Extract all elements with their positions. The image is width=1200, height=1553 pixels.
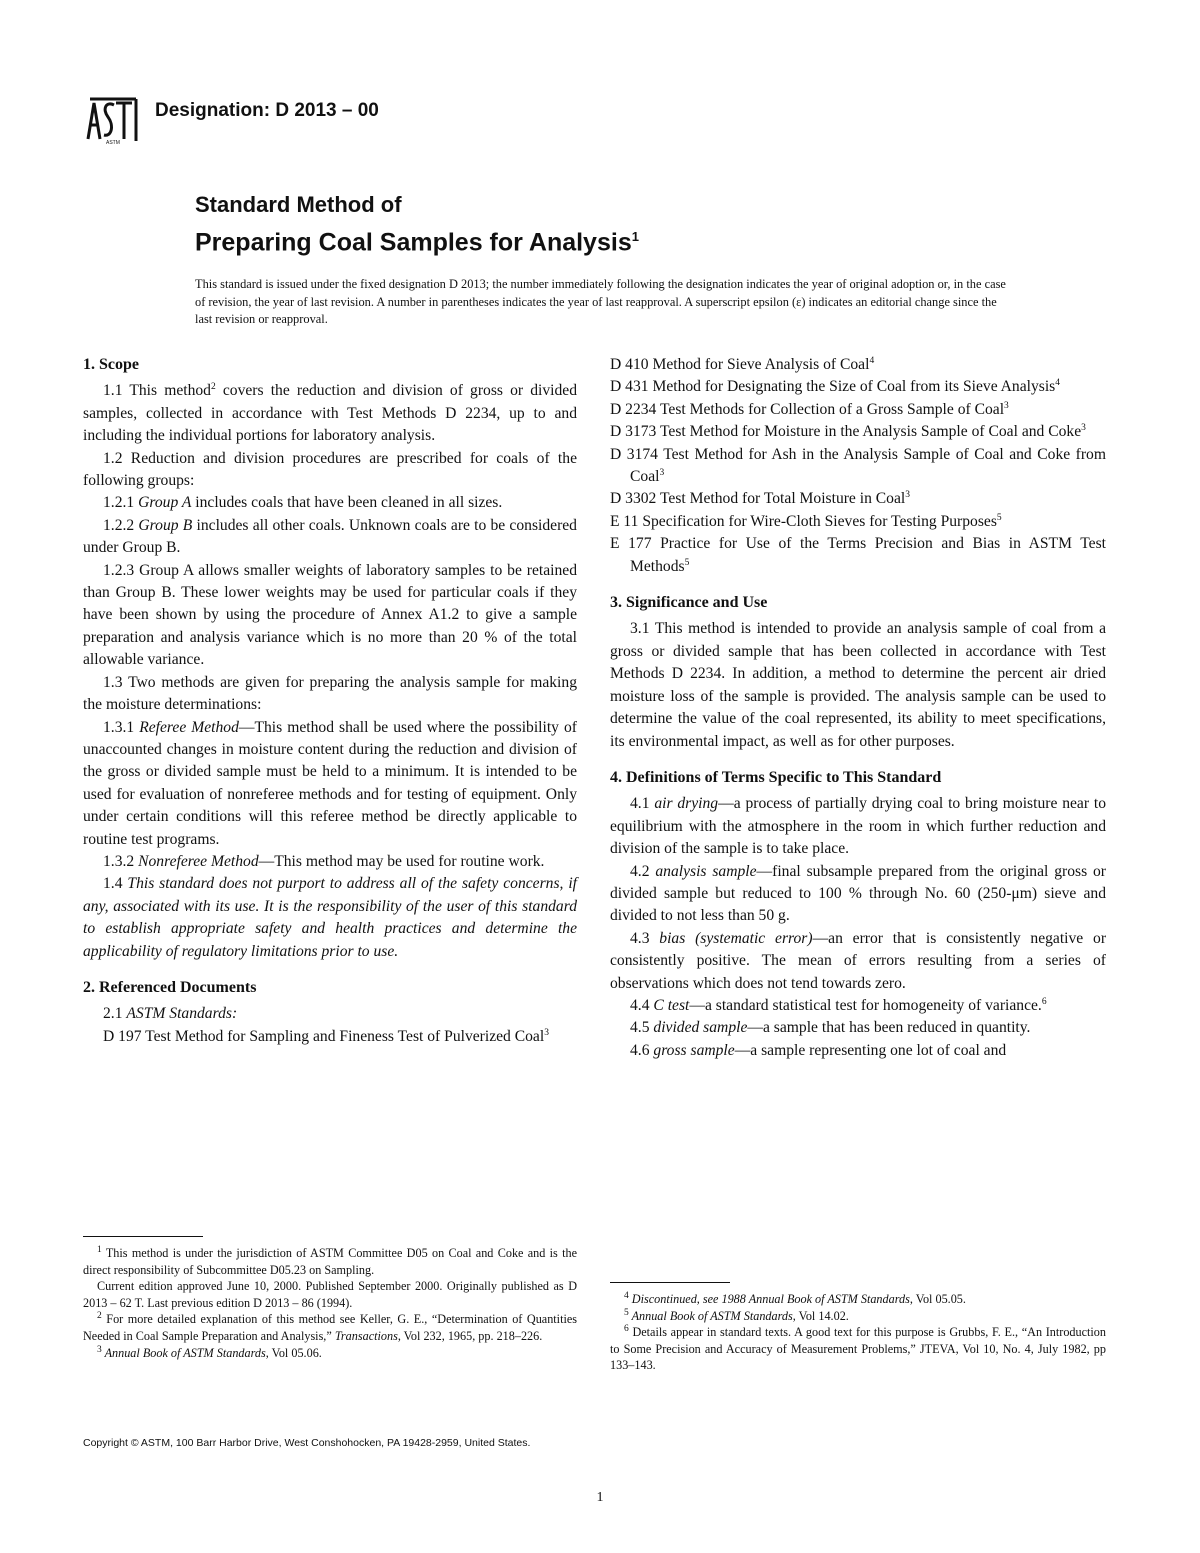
title-line-1: Standard Method of	[195, 192, 402, 217]
paragraph-4-3: 4.3 bias (systematic error)—an error that is consistently negative or consistently positive. The mean of errors resulting from a series of observations which does not tend towards zero.	[610, 929, 1107, 992]
designation: Designation: D 2013 – 00	[155, 100, 379, 121]
logo-text: ASTM	[106, 140, 120, 145]
copyright-notice: Copyright © ASTM, 100 Barr Harbor Drive, West Conshohocken, PA 19428-2959, United States.	[83, 1437, 531, 1449]
paragraph-1-4: 1.4 This standard does not purport to address all of the safety concerns, if any, associated with its use. It is the responsibility of the user of this standard to establish appropriate safety and health practices and determine the applicability of regulatory limitations prior to use.	[83, 875, 577, 960]
reference-item: D 3302 Test Method for Total Moisture in Coal$^3$	[610, 490, 910, 508]
footnote-separator	[610, 1282, 730, 1283]
paragraph-1-3: 1.3 Two methods are given for preparing the analysis sample for making the moisture determinations:	[83, 673, 577, 714]
reference-item: E 11 Specification for Wire-Cloth Sieves for Testing Purposes$^5$	[610, 512, 1002, 530]
reference-item: D 3174 Test Method for Ash in the Analysis Sample of Coal and Coke from Coal$^3$	[610, 445, 1106, 486]
footnote-6: $^6$ Details appear in standard texts. A good text for this purpose is Grubbs, F. E., “An Introduction to Some Precision and Accuracy of Measurement Problems,” JTEVA, Vol 10, No. 4, July 1982, pp 133–143.	[610, 1324, 1106, 1373]
paragraph-3-1: 3.1 This method is intended to provide an analysis sample of coal from a gross or divided sample that has been collected in accordance with Test Methods D 2234. In addition, a method to determine the percent air dried moisture loss of the sample is provided. The analysis sample can be used to determine the value of the coal represented, its ability to meet specifications, its environmental impact, as well as for other purposes.	[610, 620, 1106, 750]
reference-item: D 2234 Test Methods for Collection of a Gross Sample of Coal$^3$	[610, 400, 1009, 418]
reference-item: D 197 Test Method for Sampling and Fineness Test of Pulverized Coal$^3$	[103, 1027, 549, 1045]
document-title	[195, 190, 639, 259]
footnote-2: $^2$ For more detailed explanation of this method see Keller, G. E., “Determination of Quantities Needed in Coal Sample Preparation and Analysis,” Transactions, Vol 232, 1965, pp. 218–226.	[83, 1311, 577, 1343]
paragraph-1-3-2: 1.3.2 Nonreferee Method—This method may be used for routine work.	[103, 852, 545, 870]
paragraph-1-2-2: 1.2.2 Group B includes all other coals. Unknown coals are to be considered under Group B.	[83, 516, 577, 557]
footnotes-left	[83, 1236, 577, 1361]
left-column	[83, 354, 577, 1048]
paragraph-1-1: 1.1 This method$^2$ covers the reduction and division of gross or divided samples, collected in accordance with Test Methods D 2234, up to and including the individual portions for laboratory analysis.	[83, 382, 577, 445]
page-number: 1	[596, 1490, 604, 1505]
title-line-2-text: Preparing Coal Samples for Analysis	[195, 228, 632, 257]
footnote-4: $^4$ Discontinued, see 1988 Annual Book of ASTM Standards, Vol 05.05.	[624, 1290, 966, 1306]
right-column	[610, 354, 1106, 1062]
paragraph-1-3-1: 1.3.1 Referee Method—This method shall be used where the possibility of unaccounted changes in moisture content during the reduction and division of the gross or divided sample must be held to a minimum. It is intended to be used for evaluation of nonreferee methods and for testing of equipment. Only under certain conditions will this referee method be directly applicable to routine test programs.	[83, 718, 577, 848]
paragraph-4-2: 4.2 analysis sample—final subsample prepared from the original gross or divided sample but reduced to 100 % through No. 60 (250-μm) sieve and divided to not less than 50 g.	[610, 862, 1106, 925]
issuance-notice: This standard is issued under the fixed designation D 2013; the number immediately following the designation indicates the year of original adoption or, in the case of revision, the year of last revision. A number in parentheses indicates the year of last reapproval. A superscript epsilon (ε) indicates an editorial change since the last revision or reapproval.	[195, 277, 1006, 326]
section-heading: 1. Scope	[83, 356, 139, 373]
paragraph-4-1: 4.1 air drying—a process of partially drying coal to bring moisture near to equilibrium with the atmosphere in the room in which further reduction and division of the sample is to take place.	[610, 795, 1107, 858]
paragraph-1-2-3: 1.2.3 Group A allows smaller weights of laboratory samples to be retained than Group B. These lower weights may be used for particular coals if they have been shown by using the procedure of Annex A1.2 to give a sample preparation and analysis variance which is no more than 20 % of the total allowable variance.	[83, 561, 577, 669]
footnote-5: $^5$ Annual Book of ASTM Standards, Vol 14.02.	[624, 1307, 849, 1323]
reference-item: D 410 Method for Sieve Analysis of Coal$^4$	[610, 355, 875, 373]
footnote-3: $^3$ Annual Book of ASTM Standards, Vol 05.06.	[97, 1344, 322, 1360]
title-line-2	[195, 220, 639, 259]
paragraph-4-5: 4.5 divided sample—a sample that has been reduced in quantity.	[630, 1019, 1031, 1037]
paragraph-2-1: 2.1 ASTM Standards:	[103, 1005, 238, 1023]
section-heading: 3. Significance and Use	[610, 594, 768, 612]
paragraph-1-2-1: 1.2.1 Group A includes coals that have been cleaned in all sizes.	[103, 494, 503, 512]
footnote-1: $^1$ This method is under the jurisdiction of ASTM Committee D05 on Coal and Coke and is the direct responsibility of Subcommittee D05.23 on Sampling.	[83, 1244, 577, 1277]
title-footnote-ref: 1	[631, 229, 639, 244]
section-heading: 2. Referenced Documents	[83, 978, 257, 996]
footnotes-right	[610, 1282, 1106, 1374]
reference-item: E 177 Practice for Use of the Terms Precision and Bias in ASTM Test Methods$^5$	[610, 535, 1106, 575]
paragraph-1-2: 1.2 Reduction and division procedures are prescribed for coals of the following groups:	[83, 449, 577, 490]
section-heading: 4. Definitions of Terms Specific to This Standard	[610, 768, 942, 786]
footnote-separator	[83, 1236, 203, 1237]
reference-item: D 3173 Test Method for Moisture in the Analysis Sample of Coal and Coke$^3$	[610, 423, 1086, 441]
reference-item: D 431 Method for Designating the Size of Coal from its Sieve Analysis$^4$	[610, 378, 1060, 396]
paragraph-4-4: 4.4 C test—a standard statistical test for homogeneity of variance.$^6$	[630, 996, 1047, 1014]
paragraph-4-6: 4.6 gross sample—a sample representing one lot of coal and	[630, 1041, 1007, 1059]
astm-logo-icon	[84, 95, 142, 145]
footnote-1-continued: Current edition approved June 10, 2000. Published September 2000. Originally published as D 2013 – 62 T. Last previous edition D 2013 – 86 (1994).	[83, 1279, 577, 1310]
